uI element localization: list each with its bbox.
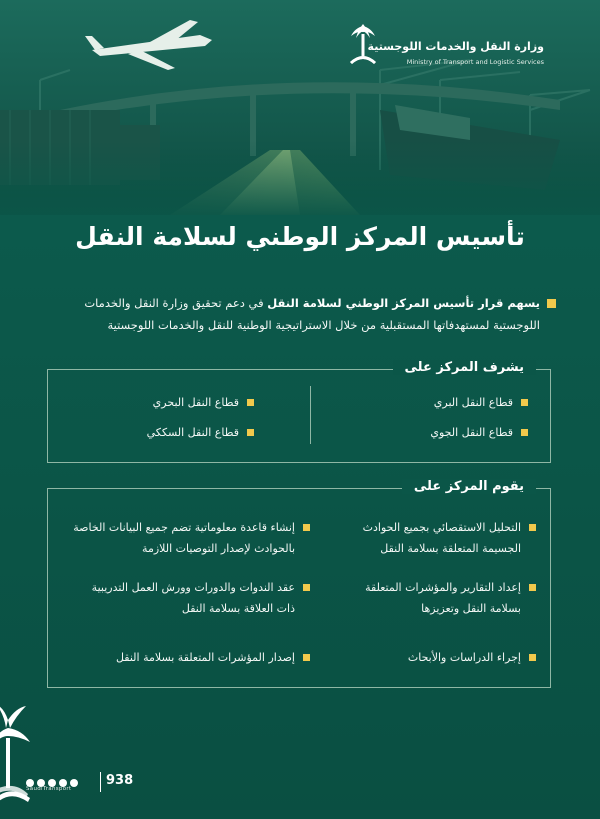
bullet-icon (247, 429, 254, 436)
list-item: إصدار المؤشرات المتعلقة بسلامة النقل (70, 647, 310, 668)
list-item: إنشاء قاعدة معلوماتية تضم جميع البيانات الخاصة بالحوادث لإصدار التوصيات اللازمة (70, 517, 310, 559)
list-item: قطاع النقل البري (328, 392, 528, 413)
divider (310, 386, 311, 444)
list-item: عقد الندوات والدورات وورش العمل التدريبية ذات العلاقة بسلامة النقل (70, 577, 310, 619)
bullet-icon (529, 654, 536, 661)
performs-box (47, 479, 551, 688)
list-item: قطاع النقل البحري (64, 392, 254, 413)
supervises-title: يشرف المركز على (393, 360, 536, 375)
bullet-icon (529, 524, 536, 531)
intro-bold-text: يسهم قرار تأسيس المركز الوطني لسلامة النقل (267, 296, 540, 310)
ministry-name-arabic: وزارة النقل والخدمات اللوجستية (367, 40, 544, 53)
list-item: إعداد التقارير والمؤشرات المتعلقة بسلامة النقل وتعزيزها (331, 577, 536, 619)
bullet-icon (547, 299, 556, 308)
bullet-icon (521, 429, 528, 436)
footer-divider (100, 772, 101, 792)
performs-title: يقوم المركز على (402, 479, 536, 494)
list-item: إجراء الدراسات والأبحاث (331, 647, 536, 668)
bullet-icon (303, 654, 310, 661)
page-title: تأسيس المركز الوطني لسلامة النقل (75, 222, 525, 251)
bullet-icon (521, 399, 528, 406)
list-item: التحليل الاستقصائي بجميع الحوادث الجسيمة المتعلقة بسلامة النقل (331, 517, 536, 559)
list-item: قطاع النقل السككي (64, 422, 254, 443)
ministry-name-english: Ministry of Transport and Logistic Services (406, 58, 544, 66)
bullet-icon (303, 524, 310, 531)
intro-rest-text: في دعم تحقيق وزارة النقل والخدمات اللوجستية لمستهدفاتها المستقبلية من خلال الاستراتيجية الوطنية للنقل والخدمات اللوجستية (84, 296, 540, 332)
bullet-icon (529, 584, 536, 591)
list-item: قطاع النقل الجوي (328, 422, 528, 443)
intro-paragraph (36, 292, 556, 336)
hero-image (0, 0, 600, 215)
hotline-number: 938 (106, 773, 134, 788)
bullet-icon (303, 584, 310, 591)
bullet-icon (247, 399, 254, 406)
ministry-logo (346, 22, 586, 72)
supervises-box (47, 360, 551, 463)
social-handle: SaudiTransport (26, 786, 72, 792)
